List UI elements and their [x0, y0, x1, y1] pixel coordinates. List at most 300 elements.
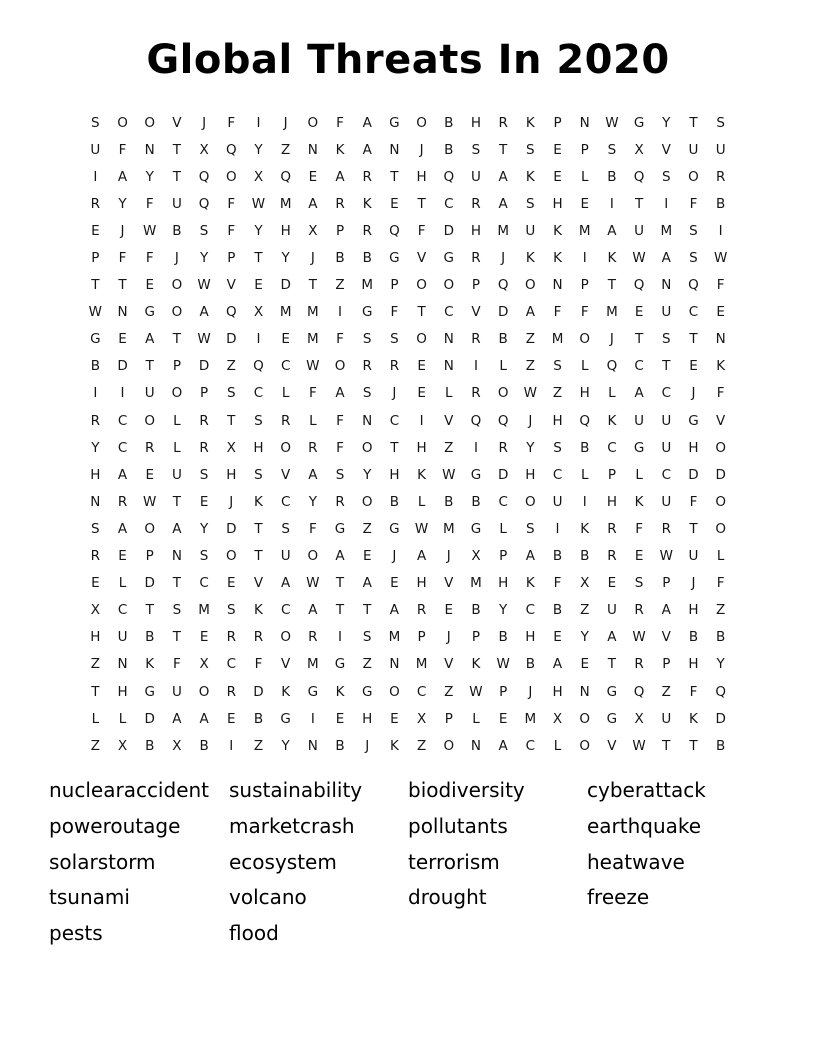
grid-letter: P: [662, 575, 671, 592]
grid-letter: T: [689, 737, 698, 754]
grid-letter: T: [91, 683, 100, 700]
grid-letter: A: [498, 168, 508, 185]
grid-letter: J: [392, 548, 397, 565]
grid-letter: Z: [226, 358, 236, 375]
grid-letter: G: [688, 412, 699, 429]
grid-letter: A: [117, 168, 128, 185]
grid-letter: S: [91, 114, 100, 131]
grid-letter: T: [662, 358, 671, 375]
grid-letter: B: [716, 737, 726, 754]
grid-letter: B: [580, 439, 590, 456]
grid-letter: P: [662, 656, 671, 673]
grid-letter: X: [308, 222, 318, 239]
grid-letter: H: [525, 466, 536, 483]
grid-letter: D: [715, 466, 726, 483]
grid-letter: U: [144, 385, 155, 402]
grid-letter: T: [499, 141, 508, 158]
grid-letter: I: [582, 250, 587, 267]
grid-letter: X: [471, 548, 481, 565]
grid-letter: B: [498, 629, 508, 646]
grid-letter: G: [389, 520, 400, 537]
grid-letter: N: [117, 304, 128, 321]
grid-letter: F: [390, 304, 399, 321]
grid-letter: A: [525, 304, 535, 321]
grid-letter: G: [443, 250, 455, 267]
grid-letter: T: [335, 602, 345, 619]
grid-letter: H: [470, 222, 482, 239]
grid-letter: B: [688, 629, 699, 646]
grid-letter: O: [443, 277, 455, 294]
grid-letter: E: [362, 548, 372, 565]
grid-letter: E: [91, 222, 100, 239]
grid-letter: B: [552, 548, 563, 565]
grid-letter: V: [661, 141, 671, 158]
grid-letter: M: [307, 331, 319, 348]
grid-letter: X: [634, 710, 644, 727]
grid-letter: W: [659, 548, 673, 565]
grid-letter: K: [362, 195, 372, 212]
grid-letter: L: [417, 493, 426, 510]
grid-letter: L: [91, 710, 100, 727]
grid-letter: K: [553, 222, 562, 239]
grid-letter: K: [525, 114, 535, 131]
grid-letter: X: [253, 304, 264, 321]
grid-letter: A: [634, 385, 644, 402]
grid-letter: O: [171, 385, 183, 402]
grid-letter: V: [661, 629, 671, 646]
grid-letter: K: [281, 683, 291, 700]
grid-letter: R: [471, 331, 481, 348]
grid-letter: R: [498, 114, 508, 131]
grid-letter: S: [716, 114, 725, 131]
grid-letter: P: [417, 629, 426, 646]
grid-letter: W: [143, 222, 157, 239]
page-title: Global Threats In 2020: [146, 37, 670, 83]
grid-letter: G: [606, 683, 618, 700]
grid-letter: L: [173, 412, 181, 429]
grid-letter: P: [471, 629, 481, 646]
grid-letter: A: [172, 710, 182, 727]
grid-letter: B: [498, 331, 508, 348]
grid-letter: T: [254, 520, 263, 537]
grid-letter: T: [689, 520, 698, 537]
grid-letter: J: [202, 114, 207, 131]
grid-letter: B: [607, 168, 617, 185]
grid-letter: T: [417, 304, 426, 321]
grid-letter: B: [444, 114, 454, 131]
grid-letter: I: [664, 195, 669, 212]
grid-letter: I: [256, 114, 261, 131]
grid-letter: Y: [281, 737, 290, 754]
grid-letter: A: [661, 602, 671, 619]
grid-letter: A: [362, 575, 372, 592]
grid-letter: Q: [579, 412, 591, 429]
grid-letter: T: [254, 250, 263, 267]
grid-letter: W: [306, 358, 320, 375]
grid-letter: S: [661, 168, 671, 185]
grid-letter: J: [229, 493, 234, 510]
grid-letter: Z: [90, 737, 100, 754]
grid-letter: G: [144, 304, 155, 321]
grid-letter: S: [226, 602, 236, 619]
grid-letter: H: [552, 195, 563, 212]
grid-letter: D: [117, 358, 128, 375]
grid-letter: K: [689, 710, 698, 727]
grid-letter: U: [117, 629, 128, 646]
grid-letter: A: [199, 304, 209, 321]
grid-letter: E: [91, 575, 100, 592]
word-list-item: pollutants: [408, 813, 508, 838]
grid-letter: R: [90, 412, 101, 429]
grid-letter: T: [634, 331, 644, 348]
grid-letter: R: [226, 683, 236, 700]
grid-letter: O: [171, 304, 183, 321]
grid-letter: A: [145, 331, 155, 348]
grid-letter: H: [90, 629, 101, 646]
grid-letter: F: [308, 520, 317, 537]
grid-letter: G: [90, 331, 101, 348]
grid-letter: V: [226, 277, 236, 294]
grid-letter: Z: [253, 737, 264, 754]
grid-letter: B: [253, 710, 264, 727]
grid-letter: S: [553, 358, 562, 375]
grid-letter: X: [199, 656, 209, 673]
grid-letter: O: [579, 331, 591, 348]
grid-letter: T: [145, 358, 154, 375]
grid-letter: R: [308, 439, 318, 456]
grid-letter: A: [335, 168, 345, 185]
grid-letter: B: [716, 195, 726, 212]
grid-letter: N: [389, 656, 400, 673]
grid-letter: X: [416, 710, 427, 727]
word-list-column: [587, 773, 816, 952]
grid-letter: A: [172, 520, 182, 537]
grid-letter: K: [607, 250, 617, 267]
grid-letter: K: [525, 250, 535, 267]
grid-letter: L: [445, 385, 453, 402]
grid-letter: A: [362, 141, 372, 158]
grid-letter: T: [417, 195, 426, 212]
grid-letter: V: [416, 250, 427, 267]
grid-letter: B: [362, 250, 372, 267]
grid-letter: N: [171, 548, 182, 565]
grid-letter: F: [173, 656, 181, 673]
grid-letter: D: [253, 683, 264, 700]
grid-letter: K: [335, 683, 345, 700]
grid-letter: F: [145, 195, 154, 212]
grid-letter: Z: [580, 602, 590, 619]
grid-letter: Y: [281, 250, 290, 267]
grid-letter: T: [308, 277, 317, 294]
grid-letter: S: [634, 575, 644, 592]
grid-letter: R: [634, 656, 644, 673]
grid-letter: F: [118, 141, 127, 158]
grid-letter: F: [254, 656, 263, 673]
grid-letter: Q: [198, 195, 210, 212]
grid-letter: W: [713, 250, 728, 267]
grid-letter: H: [389, 466, 400, 483]
grid-letter: U: [606, 602, 617, 619]
grid-letter: W: [496, 656, 510, 673]
grid-letter: R: [607, 548, 617, 565]
grid-letter: G: [470, 466, 482, 483]
grid-letter: I: [609, 195, 614, 212]
word-list-column: [49, 773, 229, 952]
grid-letter: D: [280, 277, 291, 294]
grid-letter: I: [120, 385, 125, 402]
grid-letter: K: [417, 466, 427, 483]
grid-letter: M: [361, 277, 374, 294]
grid-letter: F: [336, 331, 344, 348]
grid-letter: U: [688, 141, 699, 158]
grid-letter: H: [688, 656, 699, 673]
grid-letter: T: [172, 575, 182, 592]
grid-letter: W: [632, 629, 646, 646]
grid-letter: P: [580, 277, 589, 294]
grid-letter: R: [661, 520, 671, 537]
grid-letter: V: [471, 304, 481, 321]
grid-letter: I: [582, 493, 587, 510]
grid-letter: T: [227, 412, 236, 429]
grid-letter: O: [416, 277, 427, 294]
grid-letter: H: [552, 412, 563, 429]
grid-letter: F: [553, 304, 562, 321]
grid-letter: W: [632, 737, 646, 754]
grid-letter: C: [389, 412, 400, 429]
grid-letter: H: [90, 466, 101, 483]
grid-letter: E: [145, 277, 154, 294]
grid-letter: U: [280, 548, 291, 565]
grid-letter: O: [715, 493, 726, 510]
grid-letter: E: [634, 548, 644, 565]
grid-letter: Q: [389, 222, 400, 239]
grid-letter: M: [551, 331, 564, 348]
grid-letter: C: [280, 358, 291, 375]
grid-letter: M: [198, 602, 210, 619]
grid-letter: G: [606, 710, 618, 727]
grid-letter: W: [442, 466, 456, 483]
grid-letter: X: [580, 575, 590, 592]
grid-letter: U: [171, 466, 182, 483]
grid-letter: R: [335, 493, 345, 510]
grid-letter: R: [280, 412, 291, 429]
grid-letter: B: [335, 737, 345, 754]
grid-letter: U: [661, 439, 672, 456]
word-list-item: sustainability: [229, 778, 363, 803]
grid-letter: C: [444, 304, 454, 321]
grid-letter: B: [389, 493, 400, 510]
grid-letter: C: [444, 195, 454, 212]
grid-letter: Y: [91, 439, 100, 456]
grid-letter: C: [688, 304, 699, 321]
grid-letter: E: [716, 304, 725, 321]
grid-letter: A: [498, 737, 508, 754]
grid-letter: G: [361, 683, 373, 700]
grid-letter: F: [689, 493, 698, 510]
grid-letter: Q: [497, 277, 509, 294]
grid-letter: H: [525, 629, 536, 646]
grid-letter: L: [118, 710, 127, 727]
grid-letter: O: [389, 683, 400, 700]
grid-letter: P: [145, 548, 154, 565]
grid-letter: H: [416, 439, 427, 456]
grid-letter: N: [470, 737, 482, 754]
grid-letter: Y: [662, 114, 671, 131]
puzzle-grid: [0, 109, 816, 759]
grid-letter: R: [90, 548, 101, 565]
grid-letter: A: [607, 629, 617, 646]
grid-letter: F: [145, 250, 154, 267]
grid-letter: F: [308, 385, 317, 402]
grid-letter: P: [227, 250, 236, 267]
grid-letter: Z: [661, 683, 671, 700]
grid-letter: J: [174, 250, 179, 267]
grid-letter: E: [580, 195, 589, 212]
grid-letter: B: [525, 656, 535, 673]
grid-letter: R: [308, 629, 318, 646]
grid-letter: B: [552, 602, 563, 619]
grid-letter: Q: [470, 412, 482, 429]
grid-letter: N: [307, 141, 318, 158]
grid-letter: C: [525, 602, 536, 619]
grid-letter: S: [526, 195, 535, 212]
grid-letter: F: [716, 277, 725, 294]
grid-letter: U: [525, 222, 536, 239]
grid-letter: C: [280, 602, 291, 619]
grid-letter: E: [335, 710, 345, 727]
grid-letter: E: [145, 466, 154, 483]
grid-letter: F: [417, 222, 426, 239]
grid-letter: E: [689, 358, 698, 375]
grid-letter: O: [715, 520, 726, 537]
grid-letter: Q: [688, 277, 699, 294]
grid-letter: E: [553, 168, 562, 185]
grid-letter: X: [253, 168, 264, 185]
grid-letter: O: [280, 439, 291, 456]
grid-letter: X: [117, 737, 128, 754]
grid-letter: T: [390, 439, 399, 456]
grid-letter: R: [253, 629, 264, 646]
grid-letter: T: [607, 277, 617, 294]
grid-letter: E: [390, 195, 399, 212]
grid-letter: Y: [526, 439, 535, 456]
grid-letter: C: [117, 412, 128, 429]
grid-letter: P: [499, 683, 508, 700]
grid-letter: S: [199, 548, 209, 565]
grid-letter: M: [279, 195, 292, 212]
grid-letter: H: [416, 575, 427, 592]
grid-letter: K: [525, 168, 535, 185]
grid-letter: Y: [118, 195, 127, 212]
grid-letter: G: [389, 250, 400, 267]
grid-letter: O: [225, 548, 237, 565]
grid-letter: N: [579, 683, 590, 700]
word-list-item: biodiversity: [408, 778, 525, 803]
grid-letter: V: [444, 575, 454, 592]
grid-letter: E: [227, 710, 236, 727]
grid-letter: T: [172, 629, 182, 646]
grid-letter: V: [444, 656, 454, 673]
grid-letter: A: [308, 195, 318, 212]
grid-letter: R: [607, 520, 617, 537]
grid-letter: Y: [254, 222, 263, 239]
grid-letter: W: [414, 520, 429, 537]
grid-letter: M: [307, 656, 319, 673]
grid-letter: C: [199, 575, 209, 592]
grid-letter: J: [691, 385, 696, 402]
grid-letter: E: [498, 710, 508, 727]
grid-letter: N: [443, 358, 454, 375]
word-list-item: marketcrash: [229, 813, 355, 838]
grid-letter: P: [499, 548, 508, 565]
grid-letter: F: [227, 195, 236, 212]
grid-letter: S: [526, 141, 535, 158]
word-list-item: terrorism: [408, 849, 500, 874]
grid-letter: D: [144, 575, 155, 592]
word-list-item: volcano: [229, 885, 307, 910]
grid-letter: R: [471, 250, 481, 267]
grid-letter: T: [335, 575, 345, 592]
grid-letter: V: [281, 466, 291, 483]
grid-letter: Q: [225, 141, 237, 158]
grid-letter: O: [416, 114, 427, 131]
grid-letter: T: [254, 548, 263, 565]
grid-letter: R: [389, 358, 400, 375]
grid-letter: O: [361, 493, 373, 510]
word-list-item: pests: [49, 921, 103, 946]
grid-letter: N: [90, 493, 101, 510]
grid-letter: O: [525, 493, 536, 510]
grid-letter: K: [145, 656, 155, 673]
grid-letter: T: [689, 331, 698, 348]
grid-letter: G: [633, 439, 645, 456]
grid-letter: P: [580, 141, 589, 158]
grid-letter: M: [415, 656, 428, 673]
grid-letter: R: [362, 168, 372, 185]
word-list-item: flood: [229, 921, 279, 946]
grid-letter: U: [171, 195, 182, 212]
grid-letter: A: [308, 602, 318, 619]
grid-letter: A: [117, 520, 128, 537]
grid-letter: O: [579, 710, 591, 727]
grid-letter: U: [688, 548, 699, 565]
grid-letter: D: [497, 466, 509, 483]
grid-letter: X: [172, 737, 182, 754]
grid-letter: S: [689, 222, 698, 239]
grid-letter: L: [716, 548, 725, 565]
grid-letter: D: [715, 710, 726, 727]
grid-letter: Z: [335, 277, 345, 294]
grid-letter: J: [609, 331, 614, 348]
grid-letter: A: [308, 466, 318, 483]
grid-letter: G: [307, 683, 319, 700]
grid-letter: L: [553, 737, 562, 754]
grid-letter: O: [688, 168, 699, 185]
grid-letter: S: [254, 466, 263, 483]
grid-letter: D: [226, 331, 237, 348]
grid-letter: V: [281, 656, 291, 673]
grid-letter: W: [605, 114, 619, 131]
grid-letter: T: [662, 737, 671, 754]
grid-letter: U: [661, 710, 672, 727]
grid-letter: B: [716, 629, 726, 646]
grid-letter: Q: [633, 168, 645, 185]
grid-letter: N: [552, 277, 563, 294]
grid-letter: Z: [281, 141, 291, 158]
grid-letter: A: [498, 195, 508, 212]
grid-letter: G: [334, 520, 346, 537]
grid-letter: X: [199, 141, 209, 158]
